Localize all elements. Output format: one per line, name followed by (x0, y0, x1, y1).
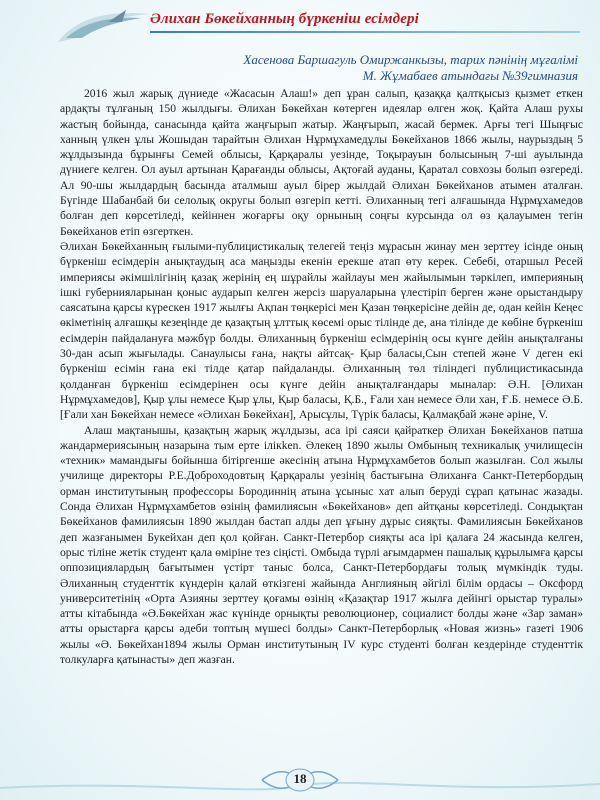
author-school: М. Жұмабаев атындағы №39гимназия (362, 68, 578, 83)
page-number-box (258, 765, 342, 795)
author-name: Хасенова Баршагуль Омиржанкызы, тарих пәнінің мұғалімі (243, 52, 578, 67)
paragraph-1: 2016 жыл жарық дүниеде «Жасасын Алаш!» деп ұран салып, қазаққа қалтқысыз қызмет еткен ардақты тұлғаның 150 жылдығы. Әлихан Бөкейхан көтерген идеялар өлген жоқ. Қайта Алаш рухы жастың бойында, санасында қайта жаңғырып жатыр. Жаңғырып, жасай бермек. Арғы тегі Шыңғыс ханның үлкен ұлы Жошыдан тарайтын Әлихан Нұрмұхамедұлы Бөкейханов 1866 жылы, наурыздың 5 жұлдызында бұрынғы Семей облысы, Қарқаралы уезінде, Тоқырауын болысының 7-ші ауылында дүниеге келген. Ол ауыл артынан Қарағанды облысы, Ақтоғай ауданы, Қаратал совхозы болып өзгереді. Ал 90-шы жылдардың басында аталмыш ауыл бірер жылдай Әлихан Бөкейханов атымен аталған. Бүгінде Шабанбай би селолық округы болып өзгеріп кетті. Әлиханның тегі алғашында Нұрмұхамедов болған деп көрсетіледі, кейіннен жоғарғы оқу орнының соңғы курсында ол өз қалауымен тегін Бөкейханов етіп өзгерткен. (60, 87, 583, 238)
title-underline (150, 31, 580, 33)
page-title: Әлихан Бөкейханның бүркеніш есімдері (150, 11, 419, 27)
paragraph-3: Алаш мақтанышы, қазақтың жарық жұлдызы, аса ірі саяси қайраткер Әлихан Бөкейханов патша жандармериясының назарына тым ерте ілікken. Әлекең 1890 жылы Омбының техникалық училищесін «техник» мамандығы бойынша бітіргенше әкесінің атына Нұрмұхамбетов болып жазылған. Сол жылы училище директоры Р.Е.Доброходовтың Қарқаралы уезінің бастығына Әлиханға Санкт-Петербордың орман институтының профессоры Бородиннің атына ұсыныс хат алып беруді сұрап қатынас жазады. Сонда Әлихан Нұрмұхамбетов өзінің фамилиясын «Бөкейханов» деп айтқаны көрсетіледі. Сондықтан Бөкейханов фамилиясын 1890 жылдан бастап алды деп ұғыну дұрыс сияқты. Фамилиясын Бөкейханов деп жазғанымен Букейхан деп қол қойған. Санкт-Петербор сияқты аса ірі қалаға 24 жасында келген, орыс тіліне жетік студент қала өміріне тез сіңісті. Омбыда түрлі ағымдармен пашалық құрылымға қарсы оппозициялардың бағытымен үстірт таныс болса, Санкт-Петербордағы толық мүмкіндік туды. Әлиханның студенттік күндерін қалай өткізгені жайында Англияның әйгілі білім ордасы – Оксфорд университетінің «Орта Азияны зерттеу қоғамы өзінің «Қазақтар 1917 жылға дейінгі орыстар туралы» атты кітабында «Ә.Бөкейхан жас күнінде орнықты революционер, социалист болды және «Зар заман» атты орыстарға қарсы әдеби топтың мүшесі болды» Санкт-Петерборлық «Новая жизнь» газеті 1906 жылы «Ә. Бөкейхан1894 жылы Орман институтының IV курс студенті болған кездерінде студенттік толкуларға қатынасты» деп жазған. (60, 423, 583, 666)
author-block (243, 52, 578, 84)
page-number: 18 (293, 771, 307, 786)
article-body (60, 86, 583, 667)
paragraph-2: Әлихан Бөкейханның ғылыми-публицистикалық телегей теңіз мұрасын жинау мен зерттеу ісінде оның бүркеніш есімдерін анықтаудың аса маңызды екенін ерекше атап өту керек. Себебі, отаршыл Ресей империясы әкімшілігінің қазақ жерінің ең шұрайлы жайлауы мен жайылымын тәркілеп, империяның ішкі губернияларынан қоныс аударып келген жерсіз шаруаларына үлестіріп берген және орыстандыру саясатына қарсы күрескен 1917 жылғы Ақпан төңкерісі мен Қазан төңкерісіне дейін де, одан кейін Кеңес өкіметінің алғашқы кезеңінде де қазақтың ұлттық көсемі орыс тілінде де, ана тілінде де көбіне бүркеніш есімдерін пайдалануға мәжбүр болды. Әлиханның бүркеніш есімдерінің осы күнге дейін анықталғаны 30-дан асып жығылады. Санаулысы ғана, нақты айтсақ- Қыр баласы,Сын степей және V деген екі бүркеніш есімін ғана екі тілде қатар пайдаланды. Әлиханның төл тіліндегі публицистикасында қолданған бүркеніш есімдерінен осы күнге дейін анықталғандары мыналар: Ә.Н. [Әлихан Нұрмұхамедов], Қыр ұлы немесе Қыр ұлы, Қыр баласы, Қ.Б., Ғали хан немесе Әли хан, Ғ.Б. немесе Ә.Б. [Ғали хан Бөкейхан немесе «Әлихан Бөкейхан], Арысұлы, Түрік баласы, Қалмақбай және әріне, V. (60, 239, 583, 422)
bird-swoosh-decoration (56, 8, 152, 48)
